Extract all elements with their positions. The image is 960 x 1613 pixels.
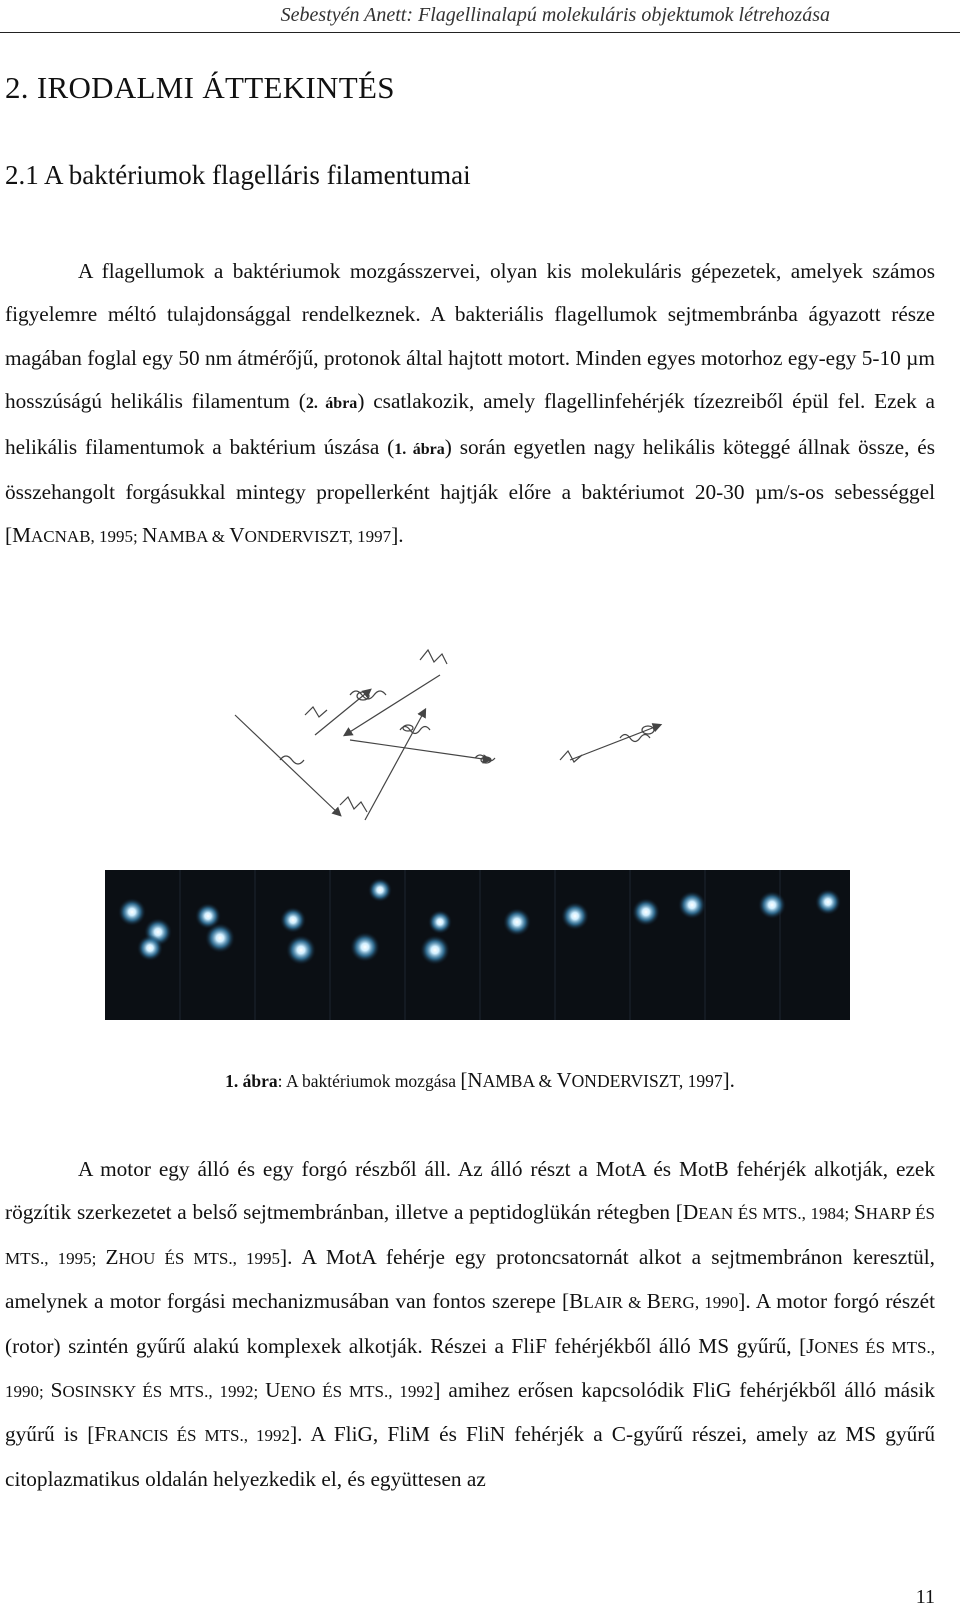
chapter-heading: 2. IRODALMI ÁTTEKINTÉS [5, 70, 395, 105]
paragraph-2: A motor egy álló és egy forgó részből áll. Az álló részt a MotA és MotB fehérjék alkotják, ezek rögzítik szerkezetet a belső sejtmembránban, illetve a peptidoglükán rétegben [DEAN ÉS MTS., 1984; SHARP ÉS MTS., 1995; ZHOU ÉS MTS., 1995]. A MotA fehérje egy protoncsatornát alkot a sejtmembránon keresztül, amelynek a motor forgási mechanizmusában van fontos szerepe [BLAIR & BERG, 1990]. A motor forgó részét (rotor) szintén gyűrű alakú komplexek alkotják. Részei a FliF fehérjékből álló MS gyűrű, [JONES ÉS MTS., 1990; SOSINSKY ÉS MTS., 1992; UENO ÉS MTS., 1992] amihez erősen kapcsolódik FliG fehérjékből álló másik gyűrű is [FRANCIS ÉS MTS., 1992]. A FliG, FliM és FliN fehérjék a C-gyűrű részei, amely az MS gyűrű citoplazmatikus oldalán helyezkedik el, és együttesen az [5, 1157, 935, 1491]
bacteria-motion-figure [20, 620, 850, 1020]
header-text: Sebestyén Anett: Flagellinalapú molekuláris objektumok létrehozása [280, 4, 830, 26]
page-number: 11 [915, 1586, 935, 1608]
section-heading: 2.1 A baktériumok flagelláris filamentumai [5, 160, 471, 190]
figure-ref[interactable]: 1. ábra [394, 440, 445, 458]
trajectory-drawing [235, 650, 660, 820]
running-header [0, 0, 960, 33]
figure-caption: 1. ábra: A baktériumok mozgása [NAMBA & VONDERVISZT, 1997]. [225, 1068, 735, 1092]
figure-ref[interactable]: 2. ábra [305, 395, 358, 413]
paragraph-1: A flagellumok a baktériumok mozgásszervei, olyan kis molekuláris gépezetek, amelyek számos figyelemre méltó tulajdonsággal rendelkeznek. A bakteriális flagellumok sejtmembránba ágyazott része magában foglal egy 50 nm átmérőjű, protonok által hajtott motort. Minden egyes motorhoz egy-egy 5-10 µm hosszúságú helikális filamentum (2. ábra) csatlakozik, amely flagellinfehérjék tízezreiből épül fel. Ezek a helikális filamentumok a baktérium úszása (1. ábra) során egyetlen nagy helikális köteggé állnak össze, és összehangolt forgásukkal mintegy propellerként hajtják előre a baktériumot 20-30 µm/s-os sebességgel [MACNAB, 1995; NAMBA & VONDERVISZT, 1997]. [5, 259, 935, 548]
